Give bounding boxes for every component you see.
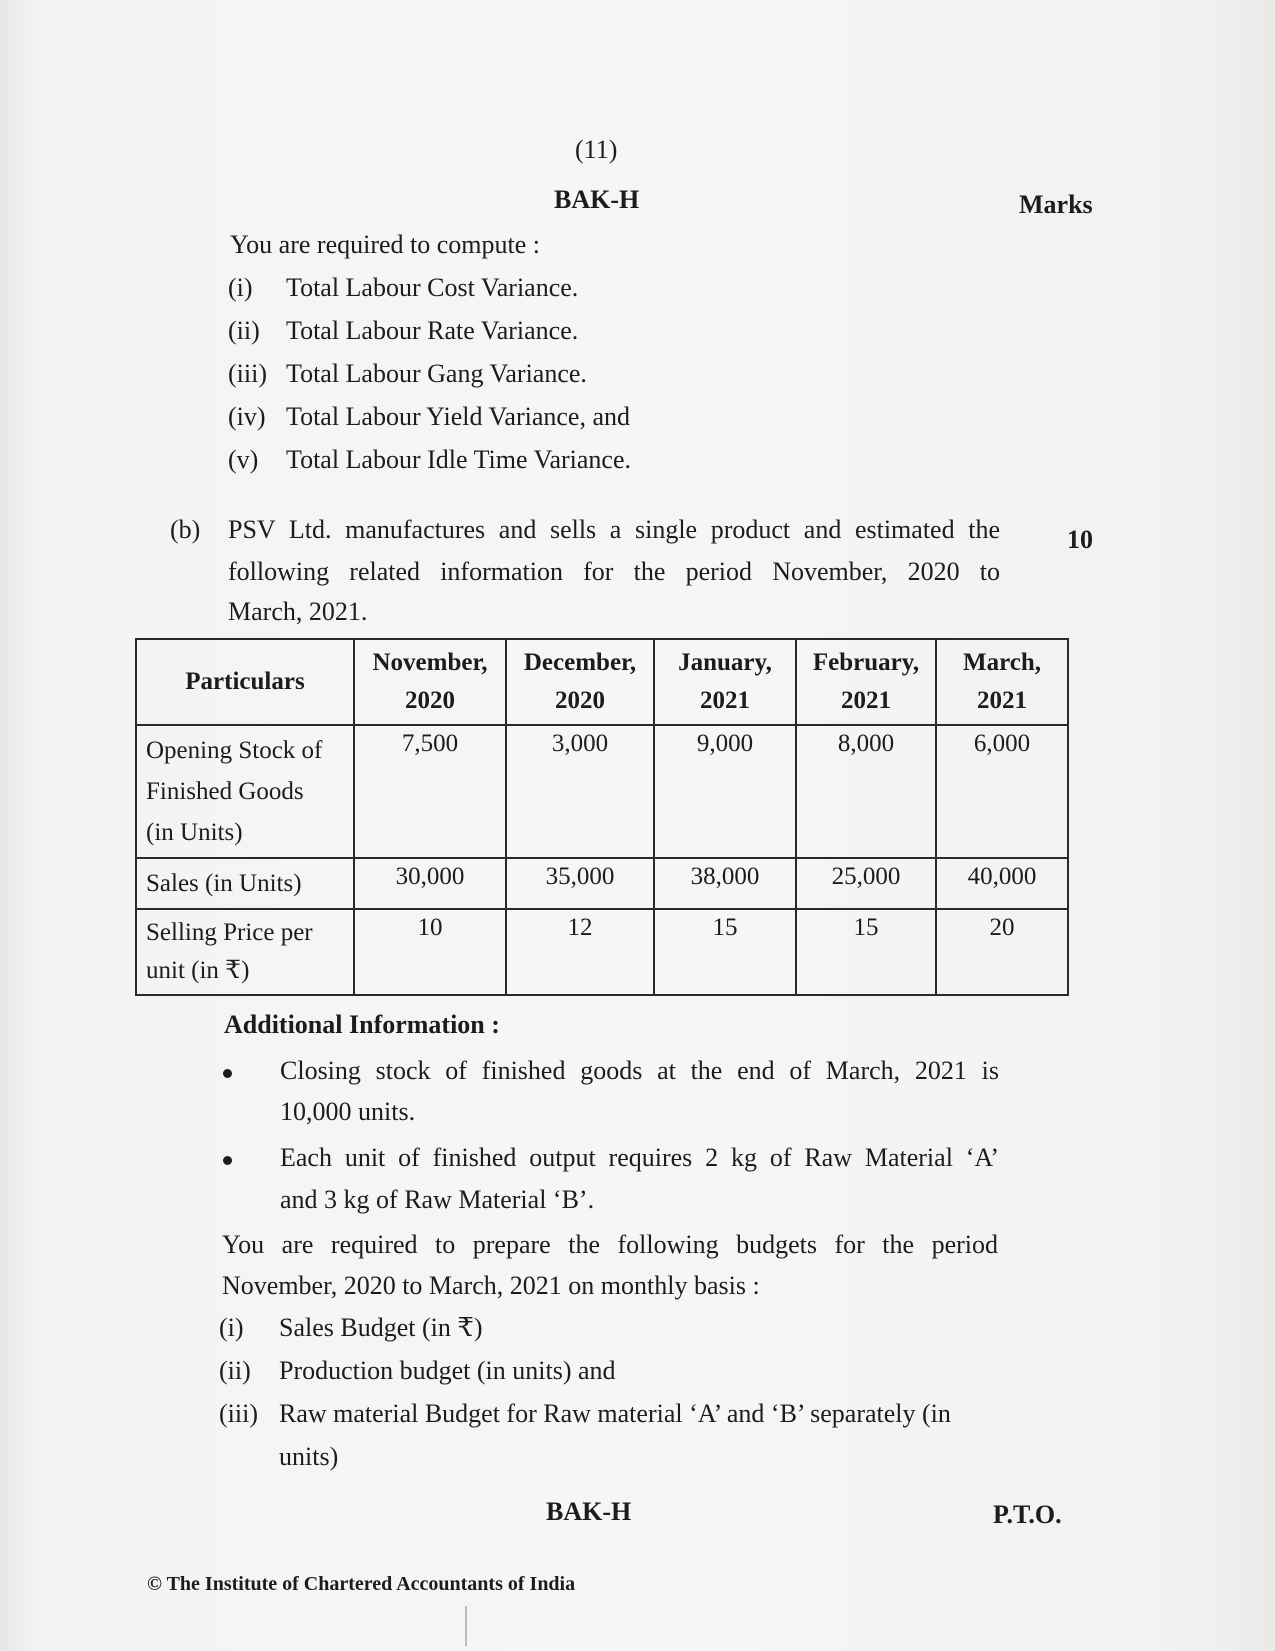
row-label-line: Selling Price per [146,919,313,946]
item-number: (ii) [228,316,260,345]
task-text: Production budget (in units) and [279,1356,616,1385]
table-header-row [136,639,1068,725]
row-label [136,725,354,858]
table-row [136,725,1068,858]
marks-label: Marks [1019,190,1093,219]
part-a-intro: You are required to compute : [230,230,541,259]
item-number: (iv) [228,402,266,431]
part-a-item [228,273,578,303]
item-text: Total Labour Yield Variance, and [286,402,631,431]
page-number: (11) [575,135,618,164]
table-cell: 40,000 [936,858,1068,909]
row-label-line: unit (in ₹) [146,957,250,984]
table-cell: 7,500 [354,725,506,858]
header-month [796,639,936,725]
task-item [219,1399,951,1429]
table-cell: 30,000 [354,858,506,909]
row-label [136,909,354,995]
month-name: December, [523,649,637,676]
task-text-continued: units) [279,1442,339,1471]
pto-label: P.T.O. [993,1500,1062,1529]
item-number: (i) [228,273,253,302]
table-row [136,858,1068,909]
table-cell: 35,000 [506,858,654,909]
part-b-para-line: March, 2021. [228,597,368,626]
table-cell: 15 [796,909,936,995]
month-name: January, [678,649,772,676]
table-cell: 9,000 [654,725,796,858]
task-number: (ii) [219,1356,251,1385]
part-b-para-line: following related information for the period November, 2020 to [228,557,1000,586]
header-month [354,639,506,725]
header-month [506,639,654,725]
item-number: (iii) [228,359,267,388]
bullet-icon [223,1156,232,1165]
item-text: Total Labour Rate Variance. [286,316,579,345]
part-a-item [228,445,631,475]
month-name: March, [963,649,1041,676]
scan-mark [465,1606,467,1646]
task-number: (iii) [219,1399,258,1428]
month-year: 2021 [841,687,891,714]
part-a-item [228,359,587,389]
bullet-line: 10,000 units. [280,1097,416,1126]
table-cell: 8,000 [796,725,936,858]
paper-code-header: BAK-H [554,185,640,214]
additional-info-heading: Additional Information : [224,1010,500,1039]
table-row [136,909,1068,995]
header-particulars: Particulars [136,639,354,725]
task-item [219,1356,616,1386]
row-label-line: (in Units) [146,819,243,846]
row-label-line: Opening Stock of [146,737,323,764]
row-label: Sales (in Units) [136,858,354,909]
table-cell: 10 [354,909,506,995]
budget-data-table [135,638,1069,996]
bullet-line: Each unit of finished output requires 2 kg of Raw Material ‘A’ [280,1143,999,1172]
bullet-icon [223,1069,232,1078]
table-cell: 3,000 [506,725,654,858]
table-cell: 6,000 [936,725,1068,858]
item-text: Total Labour Idle Time Variance. [286,445,632,474]
item-text: Total Labour Cost Variance. [286,273,579,302]
month-year: 2021 [977,687,1027,714]
table-cell: 25,000 [796,858,936,909]
part-b-marks: 10 [1067,525,1093,554]
row-label-line: Finished Goods [146,778,304,805]
header-month [936,639,1068,725]
task-number: (i) [219,1313,244,1342]
paper-code-footer: BAK-H [546,1497,632,1526]
table-cell: 20 [936,909,1068,995]
month-name: February, [812,649,920,676]
part-b-para-line: PSV Ltd. manufactures and sells a single product and estimated the [228,515,1000,544]
header-month [654,639,796,725]
task-text: Raw material Budget for Raw material ‘A’ and ‘B’ separately (in [279,1399,951,1428]
task-intro-line: You are required to prepare the following budgets for the period [222,1230,998,1259]
month-year: 2020 [405,687,455,714]
bullet-line: and 3 kg of Raw Material ‘B’. [280,1185,595,1214]
task-item [219,1313,483,1343]
task-intro-line: November, 2020 to March, 2021 on monthly basis : [222,1271,760,1300]
item-text: Total Labour Gang Variance. [286,359,587,388]
month-year: 2020 [555,687,605,714]
table-cell: 15 [654,909,796,995]
task-text: Sales Budget (in ₹) [279,1313,483,1342]
part-a-item [228,316,578,346]
table-cell: 12 [506,909,654,995]
table-cell: 38,000 [654,858,796,909]
item-number: (v) [228,445,259,474]
copyright-notice: © The Institute of Chartered Accountants of India [147,1573,576,1595]
part-b-label: (b) [170,515,201,544]
month-year: 2021 [700,687,750,714]
month-name: November, [372,649,488,676]
part-a-item [228,402,630,432]
bullet-line: Closing stock of finished goods at the end of March, 2021 is [280,1056,999,1085]
